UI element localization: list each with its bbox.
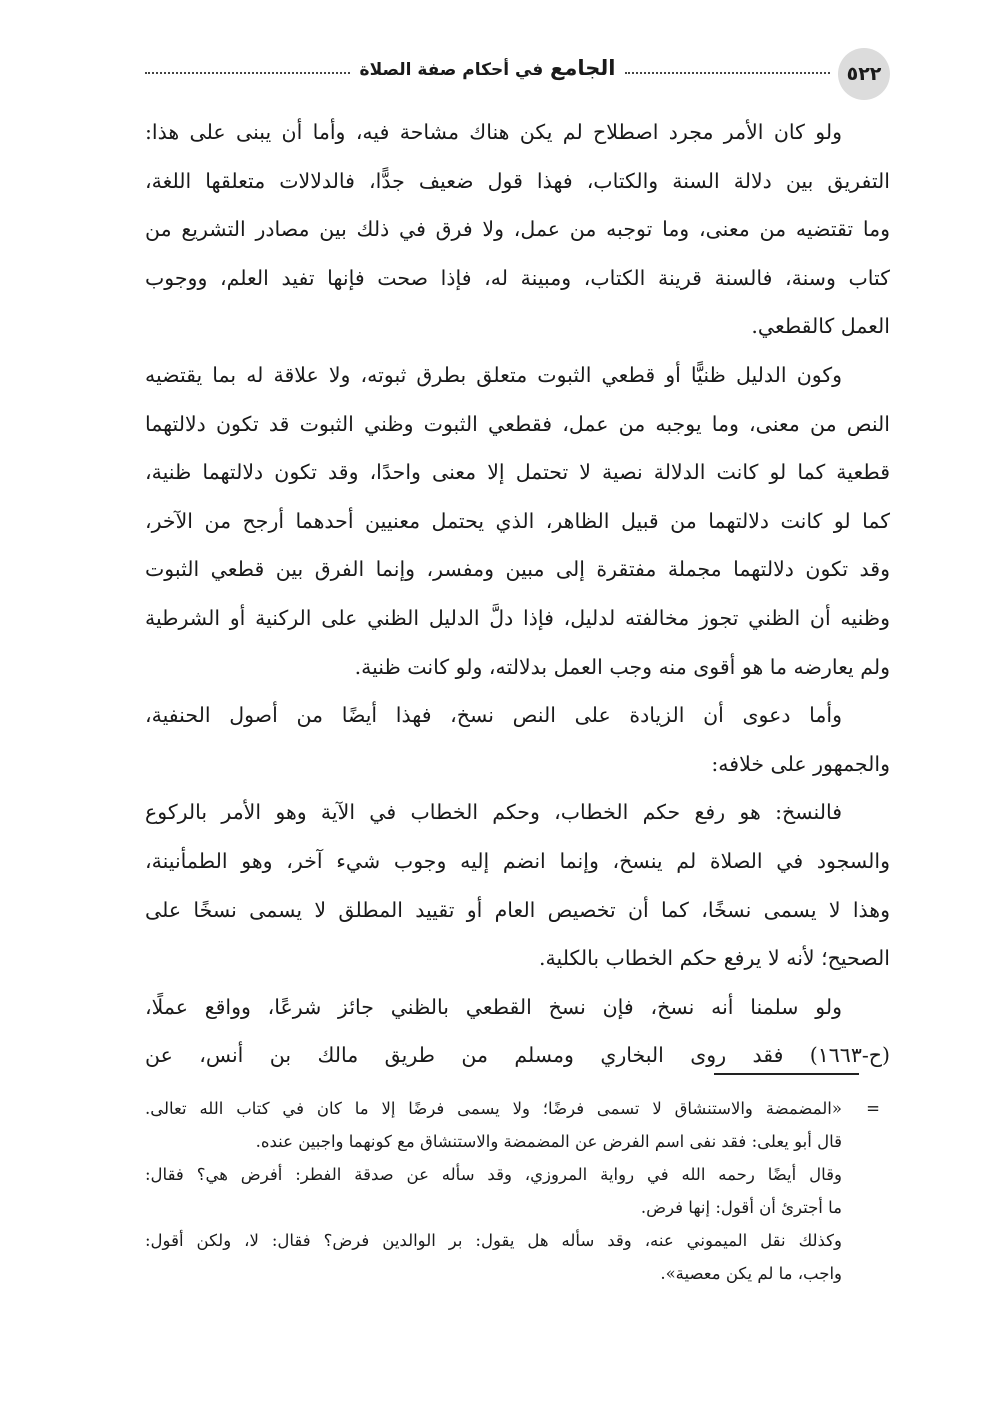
footnote-line: واجب، ما لم يكن معصية». <box>660 1264 842 1283</box>
text-line: والجمهور على خلافه: <box>711 751 890 776</box>
text-line: النص من معنى، وما يوجبه من عمل، فقطعي الثبوت وظني الثبوت قد تكون دلالتهما <box>145 411 890 436</box>
text-line: ولم يعارضه ما هو أقوى منه وجب العمل بدلالته، ولو كانت ظنية. <box>354 654 890 679</box>
footnote-separator <box>714 1073 859 1075</box>
header-dots-left <box>145 72 350 74</box>
book-title-rest: في أحكام صفة الصلاة <box>359 60 544 80</box>
text-line: (ح-١٦٦٣) فقد روى البخاري ومسلم من طريق مالك بن أنس، عن <box>145 1043 890 1068</box>
book-title <box>350 56 626 80</box>
footnote-line: وقال أيضًا رحمه الله في رواية المروزي، وقد سأله عن صدقة الفطر: أفرض هي؟ فقال: <box>145 1165 842 1184</box>
text-line: وهذا لا يسمى نسخًا، كما أن تخصيص العام أو تقييد المطلق لا يسمى نسخًا على <box>145 897 890 922</box>
page-header <box>145 46 890 100</box>
header-dots-right <box>625 72 830 74</box>
text-line: الصحيح؛ لأنه لا يرفع حكم الخطاب بالكلية. <box>539 946 890 971</box>
text-line: وظنيه أن الظني تجوز مخالفته لدليل، فإذا دلَّ الدليل الظني على الركنية أو الشرطية <box>145 605 890 630</box>
text-line: وقد تكون دلالتهما مجملة مفتقرة إلى مبين ومفسر، وإنما الفرق بين قطعي الثبوت <box>145 557 890 582</box>
footnotes <box>145 1092 890 1290</box>
text-line: العمل كالقطعي. <box>751 314 890 339</box>
main-text <box>145 108 890 1080</box>
footnote-line: ما أجترئ أن أقول: إنها فرض. <box>640 1198 842 1217</box>
text-line: فالنسخ: هو رفع حكم الخطاب، وحكم الخطاب في الآية وهو الأمر بالركوع <box>145 800 842 825</box>
footnote-continuation-marker: = <box>866 1099 880 1118</box>
text-line: وأما دعوى أن الزيادة على النص نسخ، فهذا أيضًا من أصول الحنفية، <box>145 703 842 728</box>
text-line: كما لو كانت دلالتهما من قبيل الظاهر، الذي يحتمل معنيين أحدهما أرجح من الآخر، <box>145 508 890 533</box>
footnote-line: قال أبو يعلى: فقد نفى اسم الفرض عن المضمضة والاستنشاق مع كونهما واجبين عنده. <box>255 1132 842 1151</box>
text-line: ولو سلمنا أنه نسخ، فإن نسخ القطعي بالظني جائز شرعًا، وواقع عملًا، <box>145 994 842 1019</box>
footnote-line: وكذلك نقل الميموني عنه، وقد سأله هل يقول: بر الوالدين فرض؟ فقال: لا، ولكن أقول: <box>145 1231 842 1250</box>
text-line: وكون الدليل ظنيًّا أو قطعي الثبوت متعلق بطرق ثبوته، ولا علاقة له بما يقتضيه <box>145 362 842 387</box>
text-line: ولو كان الأمر مجرد اصطلاح لم يكن هناك مشاحة فيه، وأما أن يبنى على هذا: <box>145 120 842 144</box>
page-number: ٥٢٢ <box>838 48 890 100</box>
text-line: التفريق بين دلالة السنة والكتاب، فهذا قول ضعيف جدًّا، فالدلالات متعلقها اللغة، <box>145 168 890 193</box>
text-line: قطعية كما لو كانت الدلالة نصية لا تحتمل إلا معنى واحدًا، وقد تكون دلالتهما ظنية، <box>145 460 890 485</box>
footnote-text: «المضمضة والاستنشاق لا تسمى فرضًا؛ ولا يسمى فرضًا إلا ما كان في كتاب الله تعالى. <box>145 1099 842 1118</box>
text-line: كتاب وسنة، فالسنة قرينة الكتاب، ومبينة له، فإذا صحت فإنها تفيد العلم، ووجوب <box>145 265 890 290</box>
running-title <box>145 56 830 80</box>
text-line: والسجود في الصلاة لم ينسخ، وإنما انضم إليه وجوب شيء آخر، وهو الطمأنينة، <box>145 848 890 873</box>
book-title-main: الجامع <box>550 56 616 80</box>
text-line: وما تقتضيه من معنى، وما توجبه من عمل، ولا فرق في ذلك بين مصادر التشريع من <box>145 217 890 242</box>
footnote-line <box>145 1092 890 1125</box>
